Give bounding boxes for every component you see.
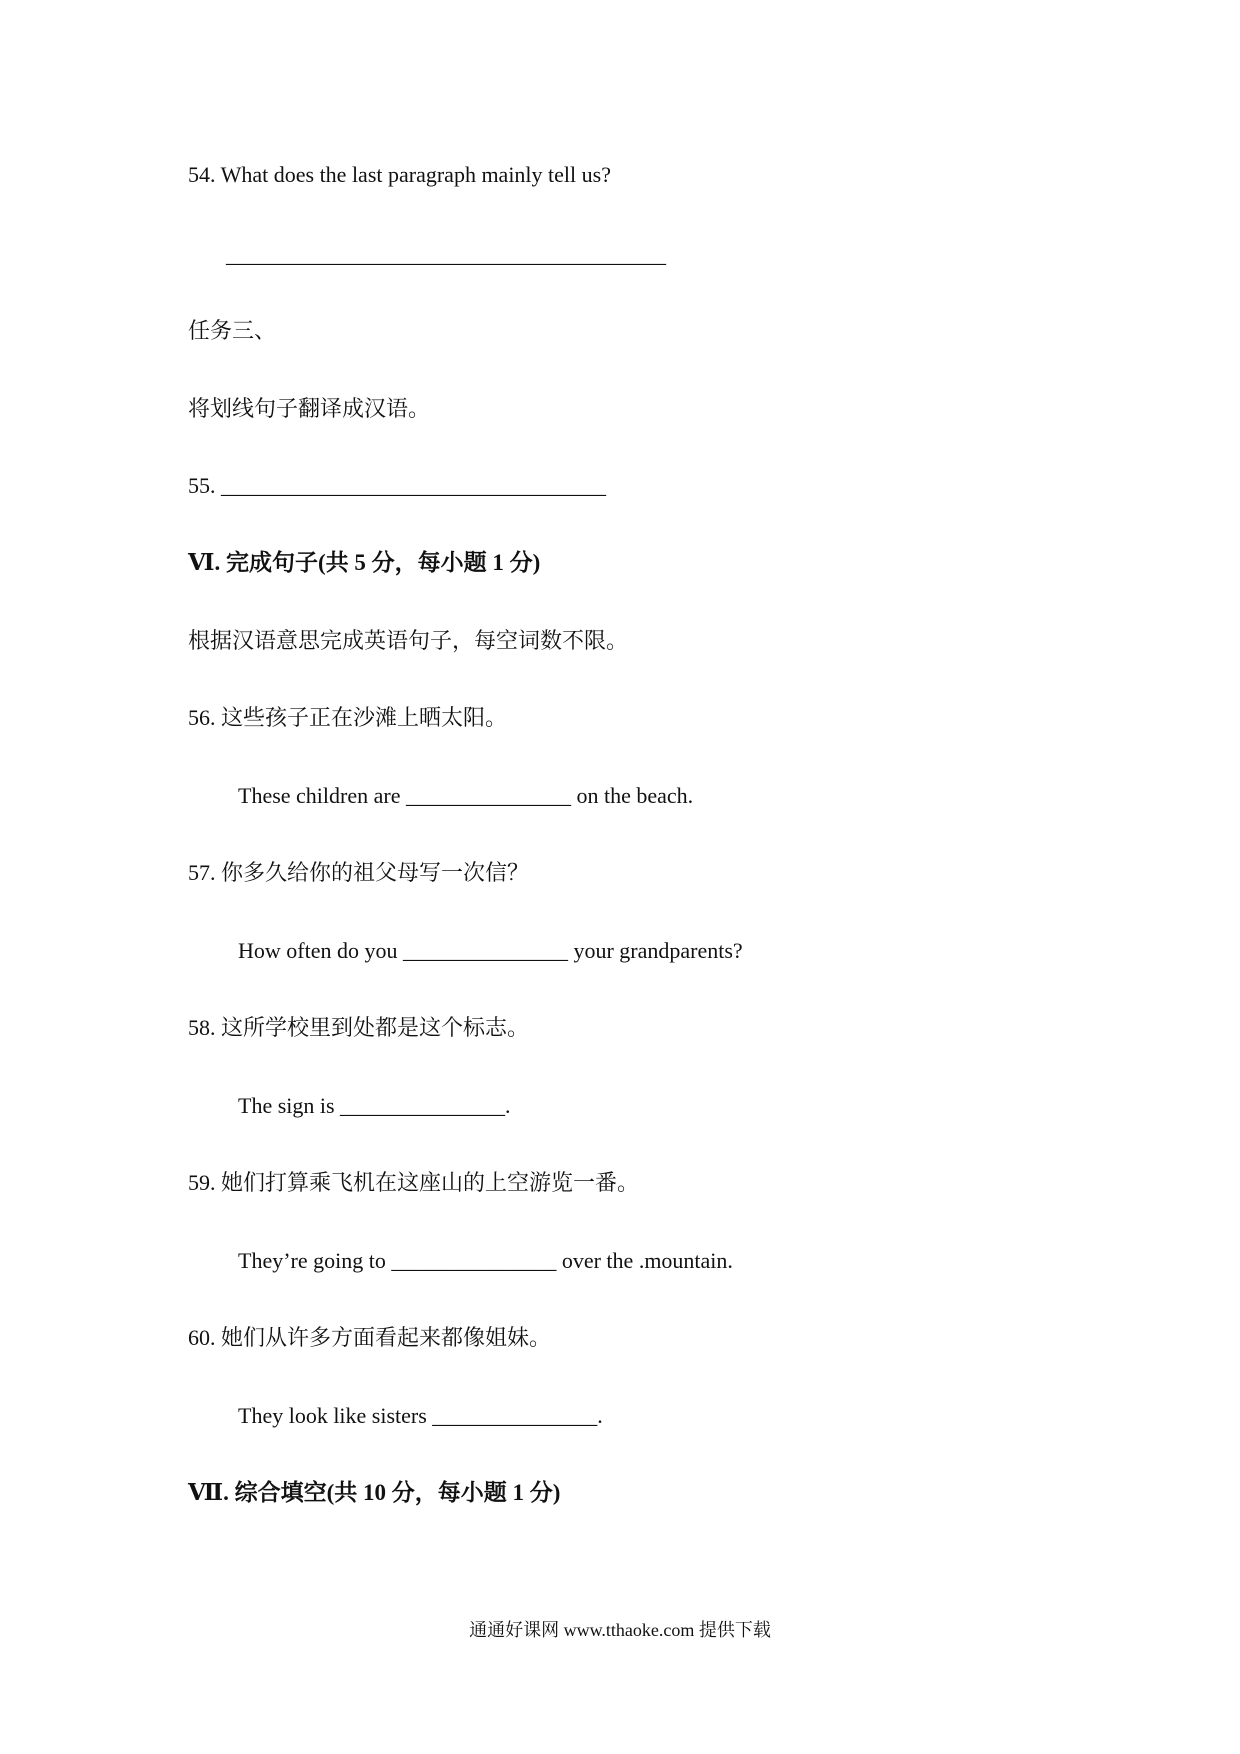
- task-3-title: 任务三、: [188, 318, 277, 343]
- question-54: 54. What does the last paragraph mainly tell us?: [188, 162, 611, 187]
- question-56-english: These children are _______________ on the beach.: [238, 783, 694, 808]
- section-6-heading: Ⅵ. 完成句子(共 5 分，每小题 1 分): [188, 550, 541, 575]
- question-59-english: They’re going to _______________ over the .mountain.: [238, 1248, 733, 1273]
- question-60-chinese: 60. 她们从许多方面看起来都像姐妹。: [188, 1325, 552, 1350]
- question-59-chinese: 59. 她们打算乘飞机在这座山的上空游览一番。: [188, 1170, 640, 1195]
- question-57-chinese: 57. 你多久给你的祖父母写一次信？: [188, 860, 530, 885]
- question-58-chinese: 58. 这所学校里到处都是这个标志。: [188, 1015, 530, 1040]
- answer-blank-54: ________________________________________: [226, 242, 666, 267]
- question-56-chinese: 56. 这些孩子正在沙滩上晒太阳。: [188, 705, 508, 730]
- section-6-instruction: 根据汉语意思完成英语句子，每空词数不限。: [188, 628, 629, 653]
- question-58-english: The sign is _______________.: [238, 1093, 511, 1118]
- question-60-english: They look like sisters _______________.: [238, 1403, 603, 1428]
- question-55: 55. ___________________________________: [188, 473, 606, 498]
- task-3-instruction: 将划线句子翻译成汉语。: [188, 396, 431, 421]
- page-footer: 通通好课网 www.tthaoke.com 提供下载: [469, 1620, 771, 1640]
- section-7-heading: Ⅶ. 综合填空(共 10 分，每小题 1 分): [188, 1480, 561, 1505]
- question-57-english: How often do you _______________ your grandparents?: [238, 938, 743, 963]
